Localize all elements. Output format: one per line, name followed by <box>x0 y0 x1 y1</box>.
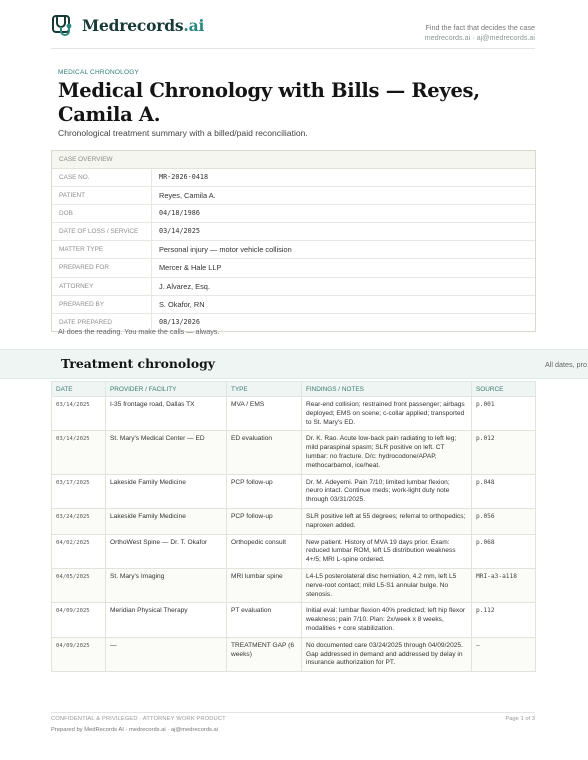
overview-row <box>52 259 535 277</box>
section-eyebrow: MEDICAL CHRONOLOGY <box>58 69 140 76</box>
cell-findings: New patient. History of MVA 19 days prior. Exam: reduced lumbar ROM, left L5 distribution weakness 4+/5; MRI L-spine ordered. <box>302 534 472 568</box>
footer-divider <box>51 712 535 713</box>
chronology-note: All dates, pro <box>545 360 587 369</box>
overview-label: DATE PREPARED <box>52 314 152 331</box>
overview-value: 08/13/2026 <box>159 317 200 326</box>
overview-label: CASE NO. <box>52 169 152 186</box>
overview-row <box>52 296 535 314</box>
cell-source[interactable]: p.048 <box>472 474 536 508</box>
cell-findings: Dr. M. Adeyemi. Pain 7/10; limited lumbar flexion; neuro intact. Continue meds; work-light duty note through 03/31/2025. <box>302 474 472 508</box>
cell-source[interactable]: p.056 <box>472 508 536 534</box>
table-row <box>52 508 536 534</box>
overview-value: J. Alvarez, Esq. <box>159 281 210 291</box>
cell-findings: No documented care 03/24/2025 through 04/09/2025. Gap addressed in demand and addressed by delay in insurance authorization for PT. <box>302 637 472 671</box>
header-divider <box>51 48 535 49</box>
table-row <box>52 637 536 671</box>
overview-row <box>52 241 535 259</box>
page-header <box>51 12 535 44</box>
column-header[interactable]: FINDINGS / NOTES <box>302 382 472 397</box>
overview-value: 03/14/2025 <box>159 227 200 236</box>
cell-provider: Meridian Physical Therapy <box>106 603 227 637</box>
cell-provider: Lakeside Family Medicine <box>106 474 227 508</box>
column-header[interactable]: DATE <box>52 382 106 397</box>
table-row <box>52 534 536 568</box>
stethoscope-icon <box>51 12 77 38</box>
overview-label: ATTORNEY <box>52 278 152 295</box>
cell-date: 04/09/2025 <box>52 637 106 671</box>
cell-date: 03/14/2025 <box>52 431 106 474</box>
case-overview-heading: CASE OVERVIEW <box>52 151 535 169</box>
chronology-table <box>51 381 536 672</box>
cell-source[interactable]: p.112 <box>472 603 536 637</box>
cell-type: PT evaluation <box>227 603 302 637</box>
chronology-section-header <box>0 349 588 379</box>
cell-provider: St. Mary's Imaging <box>106 568 227 602</box>
column-header[interactable]: SOURCE <box>472 382 536 397</box>
table-row <box>52 474 536 508</box>
overview-row <box>52 169 535 187</box>
document-subtitle: Chronological treatment summary with a billed/paid reconciliation. <box>58 128 308 138</box>
cell-provider: OrthoWest Spine — Dr. T. Okafor <box>106 534 227 568</box>
cell-provider: I-35 frontage road, Dallas TX <box>106 397 227 431</box>
overview-label: PREPARED FOR <box>52 259 152 276</box>
cell-provider: Lakeside Family Medicine <box>106 508 227 534</box>
tagline-text: Find the fact that decides the case <box>425 23 535 32</box>
cell-provider: — <box>106 637 227 671</box>
cell-type: ED evaluation <box>227 431 302 474</box>
overview-value: S. Okafor, RN <box>159 299 205 309</box>
overview-label: DOB <box>52 205 152 222</box>
cell-date: 04/02/2025 <box>52 534 106 568</box>
cell-date: 04/05/2025 <box>52 568 106 602</box>
overview-value: Reyes, Camila A. <box>159 191 216 201</box>
overview-label: DATE OF LOSS / SERVICE <box>52 223 152 240</box>
overview-label: PATIENT <box>52 187 152 204</box>
cell-date: 04/09/2025 <box>52 603 106 637</box>
cell-type: MRI lumbar spine <box>227 568 302 602</box>
cell-findings: SLR positive left at 55 degrees; referral to orthopedics; naproxen added. <box>302 508 472 534</box>
overview-row <box>52 205 535 223</box>
brand-logo[interactable] <box>51 12 204 38</box>
cell-findings: L4-L5 posterolateral disc herniation, 4.2 mm, left L5 nerve-root contact; mild L5-S1 annular bulge. No stenosis. <box>302 568 472 602</box>
brand-name: Medrecords.ai <box>82 15 205 35</box>
column-header[interactable]: TYPE <box>227 382 302 397</box>
cell-type: TREATMENT GAP (6 weeks) <box>227 637 302 671</box>
table-row <box>52 568 536 602</box>
cell-source[interactable]: p.068 <box>472 534 536 568</box>
cell-type: MVA / EMS <box>227 397 302 431</box>
overview-row <box>52 223 535 241</box>
cell-source[interactable]: p.012 <box>472 431 536 474</box>
cell-source[interactable]: — <box>472 637 536 671</box>
overview-label: PREPARED BY <box>52 296 152 313</box>
cell-findings: Dr. K. Rao. Acute low-back pain radiating to left leg; mild paraspinal spasm; SLR positive on left. CT lumbar: no fracture. D/c: hydrocodone/APAP, methocarbamol, ice/heat. <box>302 431 472 474</box>
overview-row <box>52 278 535 296</box>
overview-value: Personal injury — motor vehicle collision <box>159 245 292 255</box>
brand-tagline <box>425 23 535 43</box>
cell-type: PCP follow-up <box>227 508 302 534</box>
overview-value: Mercer & Hale LLP <box>159 263 222 273</box>
page-number: Page 1 of 3 <box>505 716 535 722</box>
chronology-heading: Treatment chronology <box>61 356 215 371</box>
overview-label: MATTER TYPE <box>52 241 152 258</box>
cell-provider: St. Mary's Medical Center — ED <box>106 431 227 474</box>
prepared-by-footer: Prepared by MedRecords AI · medrecords.ai · aj@medrecords.ai <box>51 727 218 733</box>
cell-date: 03/14/2025 <box>52 397 106 431</box>
ai-disclaimer: AI does the reading. You make the calls — always. <box>58 327 220 336</box>
overview-row <box>52 187 535 205</box>
contact-links[interactable]: medrecords.ai · aj@medrecords.ai <box>424 33 535 42</box>
overview-value: MR-2026-0418 <box>159 173 209 181</box>
cell-source[interactable]: MRI-a3-a118 <box>472 568 536 602</box>
table-row <box>52 397 536 431</box>
cell-type: Orthopedic consult <box>227 534 302 568</box>
cell-date: 03/24/2025 <box>52 508 106 534</box>
document-title: Medical Chronology with Bills — Reyes, Camila A. <box>58 79 480 126</box>
cell-type: PCP follow-up <box>227 474 302 508</box>
table-row <box>52 431 536 474</box>
cell-findings: Initial eval: lumbar flexion 40% predicted; left hip flexor weakness; pain 7/10. Plan: 2x/week x 8 weeks, modalities + core stabilization. <box>302 603 472 637</box>
table-row <box>52 603 536 637</box>
overview-value: 04/18/1986 <box>159 209 200 218</box>
cell-source[interactable]: p.001 <box>472 397 536 431</box>
cell-findings: Rear-end collision; restrained front passenger; airbags deployed; EMS on scene; c-collar applied; transported to St. Mary's ED. <box>302 397 472 431</box>
column-header[interactable]: PROVIDER / FACILITY <box>106 382 227 397</box>
confidentiality-notice: CONFIDENTIAL & PRIVILEGED · ATTORNEY WORK PRODUCT <box>51 716 226 722</box>
case-overview-table <box>51 150 536 332</box>
cell-date: 03/17/2025 <box>52 474 106 508</box>
